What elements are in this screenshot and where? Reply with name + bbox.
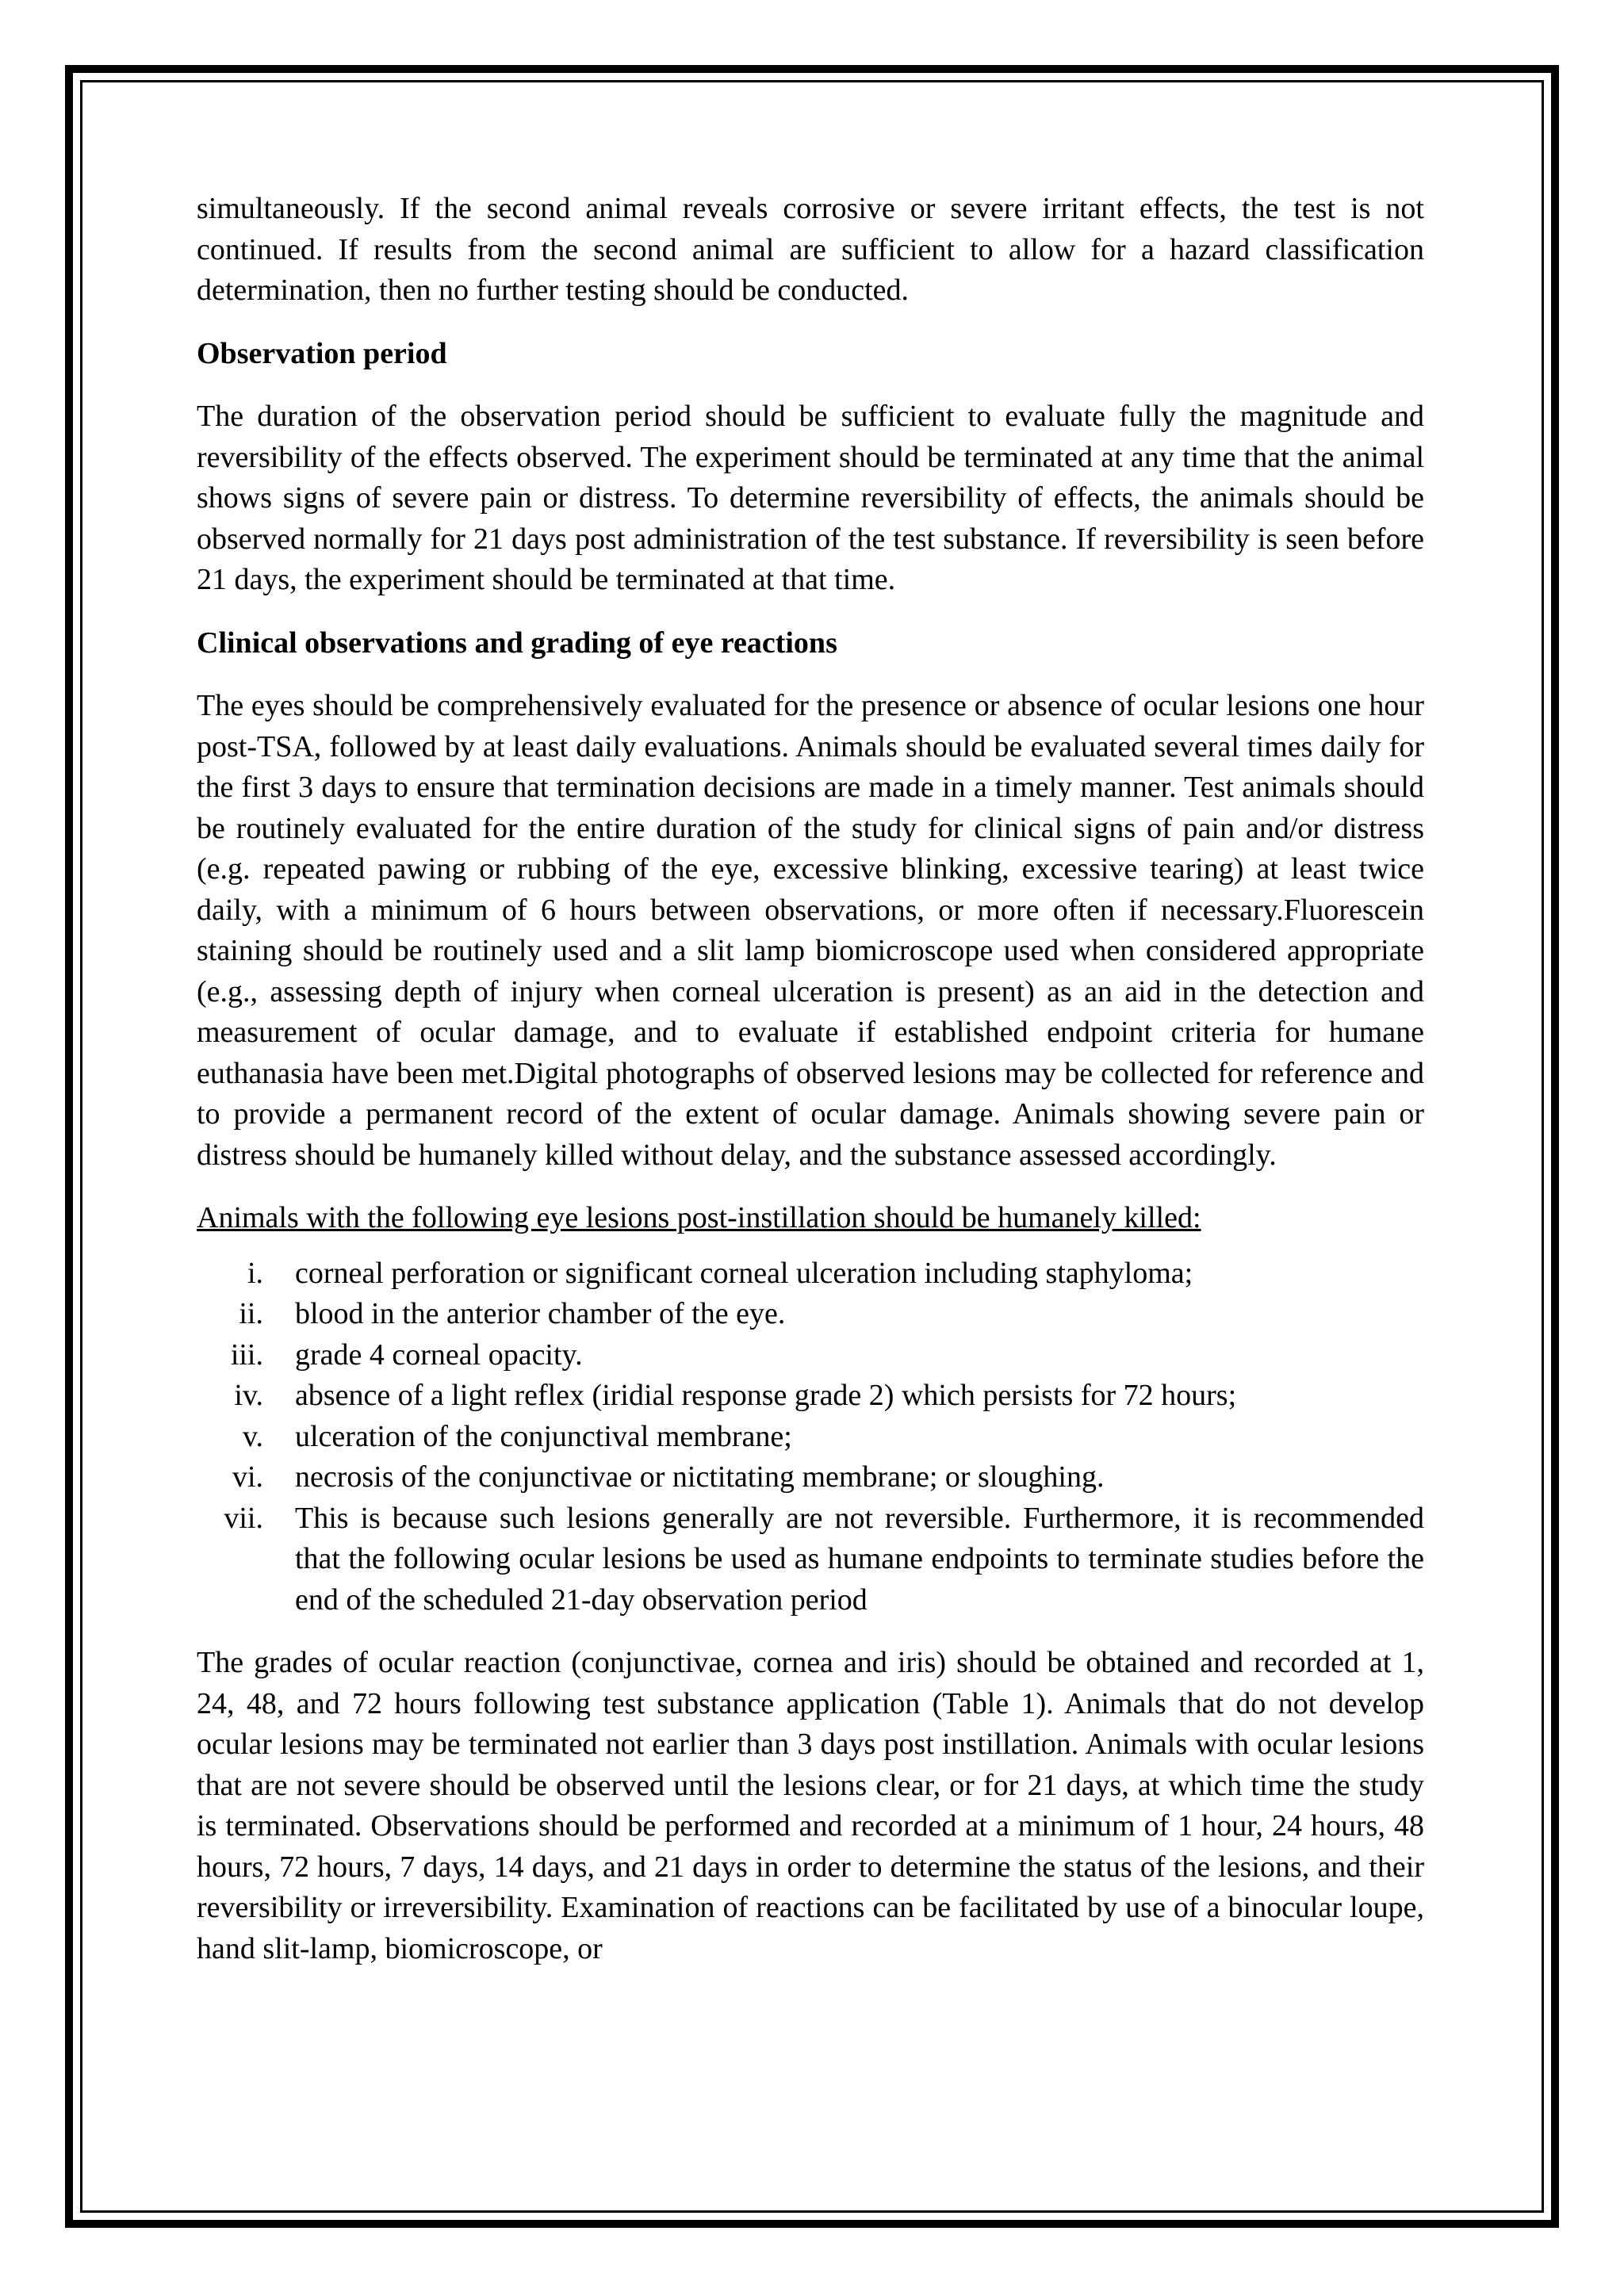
list-numeral: ii. — [239, 1297, 263, 1330]
list-item-text: blood in the anterior chamber of the eye. — [295, 1297, 786, 1330]
list-numeral: iv. — [234, 1379, 263, 1412]
list-numeral: vii. — [224, 1501, 263, 1535]
list-numeral: vi. — [232, 1460, 263, 1494]
list-numeral: iii. — [230, 1337, 263, 1372]
intro-paragraph: simultaneously. If the second animal reveals corrosive or severe irritant effects, the test is not continued. If results from the second animal are sufficient to allow for a hazard classification determination, then no further testing should be conducted. — [197, 192, 1424, 307]
list-item-text: grade 4 corneal opacity. — [295, 1337, 583, 1372]
list-item — [197, 1335, 1424, 1376]
clinical-observations-paragraph: The eyes should be comprehensively evaluated for the presence or absence of ocular lesions one hour post-TSA, followed by at least daily evaluations. Animals should be evaluated several times daily for the first 3 days to ensure that termination decisions are made in a timely manner. Test animals should be routinely evaluated for the entire duration of the study for clinical signs of pain and/or distress (e.g. repeated pawing or rubbing of the eye, excessive blinking, excessive tearing) at least twice daily, with a minimum of 6 hours between observations, or more often if necessary.Fluorescein staining should be routinely used and a slit lamp biomicroscope used when considered appropriate (e.g., assessing depth of injury when corneal ulceration is present) as an aid in the detection and measurement of ocular damage, and to evaluate if established endpoint criteria for humane euthanasia have been met.Digital photographs of observed lesions may be collected for reference and to provide a permanent record of the extent of ocular damage. Animals showing severe pain or distress should be humanely killed without delay, and the substance assessed accordingly. — [197, 689, 1424, 1172]
lesions-list — [197, 1253, 1424, 1621]
list-item — [197, 1457, 1424, 1498]
document-body — [197, 189, 1424, 1992]
grades-paragraph: The grades of ocular reaction (conjunctivae, cornea and iris) should be obtained and recorded at 1, 24, 48, and 72 hours following test substance application (Table 1). Animals that do not develop ocular lesions may be terminated not earlier than 3 days post instillation. Animals with ocular lesions that are not severe should be observed until the lesions clear, or for 21 days, at which time the study is terminated. Observations should be performed and recorded at a minimum of 1 hour, 24 hours, 48 hours, 72 hours, 7 days, 14 days, and 21 days in order to determine the status of the lesions, and their reversibility or irreversibility. Examination of reactions can be facilitated by use of a binocular loupe, hand slit-lamp, biomicroscope, or — [197, 1646, 1424, 1965]
list-numeral: v. — [242, 1419, 263, 1453]
list-item-text: ulceration of the conjunctival membrane; — [295, 1419, 792, 1453]
list-numeral: i. — [247, 1256, 263, 1290]
clinical-observations-heading: Clinical observations and grading of eye reactions — [197, 626, 837, 660]
list-item-text: absence of a light reflex (iridial response grade 2) which persists for 72 hours; — [295, 1379, 1237, 1412]
list-item-text: corneal perforation or significant corneal ulceration including staphyloma; — [295, 1256, 1193, 1290]
list-item — [197, 1253, 1424, 1295]
list-item — [197, 1294, 1424, 1335]
list-item-text: This is because such lesions generally are not reversible. Furthermore, it is recommended that the following ocular lesions be used as humane endpoints to terminate studies before the end of the scheduled 21-day observation period — [295, 1501, 1424, 1617]
lesions-intro: Animals with the following eye lesions post-instillation should be humanely killed: — [197, 1201, 1201, 1234]
list-item — [197, 1498, 1424, 1621]
list-item-text: necrosis of the conjunctivae or nictitating membrane; or sloughing. — [295, 1460, 1105, 1494]
list-item — [197, 1417, 1424, 1458]
list-item — [197, 1376, 1424, 1417]
observation-period-paragraph: The duration of the observation period should be sufficient to evaluate fully the magnitude and reversibility of the effects observed. The experiment should be terminated at any time that the animal shows signs of severe pain or distress. To determine reversibility of effects, the animals should be observed normally for 21 days post administration of the test substance. If reversibility is seen before 21 days, the experiment should be terminated at that time. — [197, 400, 1424, 596]
observation-period-heading: Observation period — [197, 336, 447, 370]
